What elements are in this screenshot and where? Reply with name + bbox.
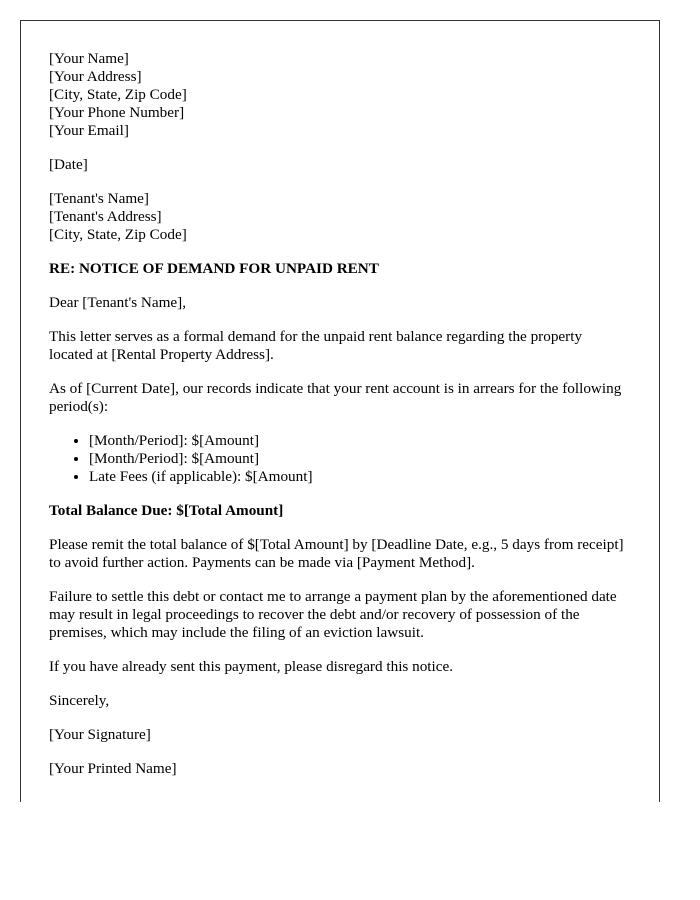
sender-phone: [Your Phone Number] [49,104,185,121]
list-item: • [Month/Period]: $[Amount] [89,450,629,468]
sender-name: [Your Name] [49,50,129,67]
remit-paragraph: Please remit the total balance of $[Total Amount] by [Deadline Date, e.g., 5 days from receipt] to avoid further action. Payments can be made via [Payment Method]. [49,536,624,571]
arrears-list [49,432,629,486]
salutation: Dear [Tenant's Name], [49,294,187,311]
printed-name: [Your Printed Name] [49,760,177,777]
letter-page [20,20,660,802]
sender-address: [Your Address] [49,68,142,85]
letter-content [49,50,629,794]
recipient-city-state-zip: [City, State, Zip Code] [49,226,187,243]
recipient-address: [Tenant's Address] [49,208,162,225]
list-item: • [Month/Period]: $[Amount] [89,432,629,450]
failure-paragraph: Failure to settle this debt or contact me to arrange a payment plan by the aforementioned date may result in legal proceedings to recover the debt and/or recovery of possession of the premises, which may include the filing of an eviction lawsuit. [49,588,617,641]
recipient-name: [Tenant's Name] [49,190,149,207]
total-balance-due: Total Balance Due: $[Total Amount] [49,502,284,519]
sender-city-state-zip: [City, State, Zip Code] [49,86,187,103]
arrears-paragraph: As of [Current Date], our records indicate that your rent account is in arrears for the following period(s): [49,380,622,415]
closing: Sincerely, [49,692,110,709]
sender-email: [Your Email] [49,122,129,139]
disregard-paragraph: If you have already sent this payment, please disregard this notice. [49,658,454,675]
letter-date: [Date] [49,156,88,173]
subject-line: RE: NOTICE OF DEMAND FOR UNPAID RENT [49,260,379,277]
intro-paragraph: This letter serves as a formal demand for the unpaid rent balance regarding the property located at [Rental Property Address]. [49,328,583,363]
signature: [Your Signature] [49,726,151,743]
list-item: • Late Fees (if applicable): $[Amount] [89,468,629,486]
recipient-block [49,190,629,244]
sender-block [49,50,629,140]
